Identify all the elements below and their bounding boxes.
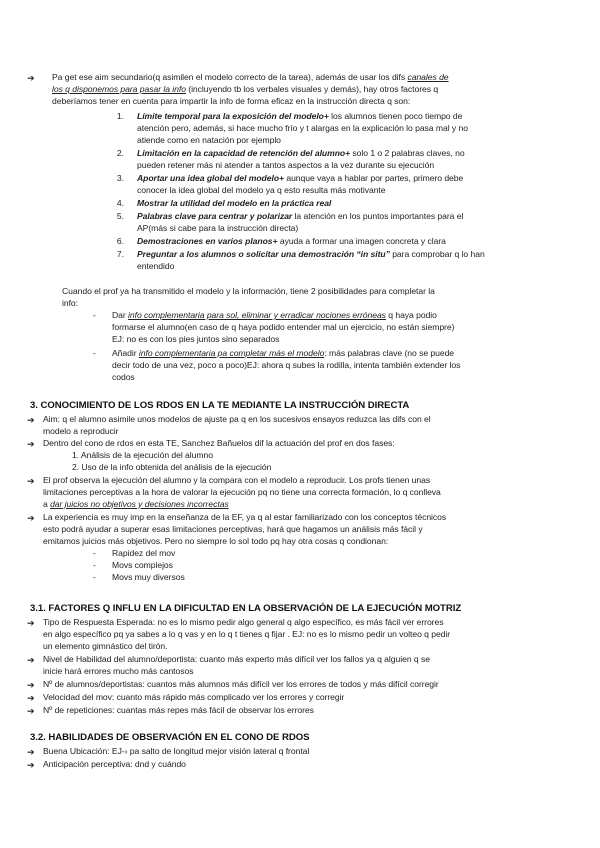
factor-title: Demostraciones en varios planos+ (137, 236, 278, 246)
factor-text: ayuda a formar una imagen concreta y clara (277, 236, 446, 246)
option-example: EJ: no es con los pies juntos sino separados (112, 333, 280, 344)
arrow-bullet-icon: ➔ (27, 439, 35, 449)
complement-option-2 (112, 348, 572, 384)
factor-continuation: pueden retener más ni atender a tantos aspectos a la vez durante su ejecución (137, 159, 435, 170)
s3-line: La experiencia es muy imp en la enseñanza de la EF, ya q al estar familiarizado con los conceptos técnicos (43, 512, 447, 522)
intro-underlined: canales de (407, 72, 449, 82)
s3-line: limitaciones perceptivas a la hora de valorar la ejecución pq no tiene una correcta formación, lo q conlleva (43, 486, 441, 497)
s3-line: modelo a reproducir (43, 425, 119, 436)
option-text: q haya podio (385, 310, 437, 320)
complement-option-1 (112, 310, 572, 346)
s3-line: a (43, 498, 51, 509)
arrow-bullet-icon: ➔ (27, 760, 35, 770)
factor-item (137, 173, 577, 197)
factor-text: aunque vaya a hablar por partes, primero debe (284, 173, 464, 183)
option-text: codos (112, 371, 135, 382)
intro-paragraph (52, 72, 572, 108)
intro-line: deberíamos tener en cuenta para impartir la info de forma eficaz en la instrucción directa q son: (52, 95, 411, 106)
factor-continuation: atención pero, además, si hace mucho frío y t alargas en la explicación lo pasa mal y no (137, 122, 468, 133)
factor-text: solo 1 o 2 palabras claves, no (350, 148, 465, 158)
factor-text: para comprobar q lo han (389, 249, 485, 259)
skill-anticipation: Anticipación perceptiva: dnd y cuándo (43, 759, 186, 769)
complement-paragraph (62, 286, 572, 310)
dash-bullet: - (93, 548, 96, 558)
arrow-bullet-icon: ➔ (27, 415, 35, 425)
factor-item (137, 148, 577, 172)
factor-skill-level (43, 654, 578, 678)
phase-2: 2. Uso de la info obtenida del análisis de la ejecución (72, 462, 272, 472)
factor-continuation: conocer la idea global del modelo ya q esto resulta más motivante (137, 184, 386, 195)
factor-number: 2. (116, 148, 124, 158)
option-text: Dar (112, 310, 129, 320)
section-3-1-heading: 3.1. FACTORES Q INFLU EN LA DIFICULTAD EN LA OBSERVACIÓN DE LA EJECUCIÓN MOTRIZ (30, 603, 462, 614)
option-text: : más palabras clave (no se puede (324, 348, 455, 358)
factor-response-type (43, 617, 578, 653)
s31-line: Tipo de Respuesta Esperada: no es lo mismo pedir algo general q algo específico, es más fácil ver errores (43, 617, 444, 627)
s31-line: un elemento gimnástico del tirón. (43, 640, 168, 651)
s31-line: en algo específico pq ya sabes a lo q vas y en lo q t tienes q fijar . EJ: no es lo mismo pedir un volteo q pedir (43, 628, 451, 639)
intro-line: Pa get ese aim secundario(q asimilen el modelo correcto de la tarea), además de usar los difs (52, 72, 408, 82)
phase-1: 1. Análisis de la ejecución del alumno (72, 450, 213, 460)
s31-line: inicie hará errores mucho más cantosos (43, 665, 194, 676)
arrow-bullet-icon: ➔ (27, 680, 35, 690)
factor-number: 5. (116, 211, 124, 221)
intro-underlined: los q disponemos para pasar la info (52, 83, 186, 94)
arrow-bullet-icon: ➔ (27, 706, 35, 716)
s3-underlined: dar juicios no objetivos y decisiones incorrectas (50, 498, 229, 509)
factor-repetitions: Nº de repeticiones: cuantas más repes más fácil de observar los errores (43, 705, 314, 715)
section-3-heading: 3. CONOCIMIENTO DE LOS RDOS EN LA TE MEDIANTE LA INSTRUCCIÓN DIRECTA (30, 400, 410, 411)
s3-line: emitamos juicios más objetivos. Pero no siempre lo sol todo pq hay otra cosas q condionan: (43, 535, 389, 546)
factor-speed: Velocidad del mov: cuanto más rápido más complicado ver los errores y corregir (43, 692, 345, 702)
factor-number: 4. (116, 198, 124, 208)
factor-title: Limitación en la capacidad de retención del alumno+ (137, 148, 351, 158)
option-text: formarse el alumno(en caso de q haya podido entender mal un ejercicio, no están siempre) (112, 321, 455, 332)
s3-observation (43, 475, 578, 511)
factor-number: 1. (116, 111, 124, 121)
option-underlined: info complementaria pa completar más el modelo (138, 348, 325, 358)
s3-line: Aim: q el alumno asimile unos modelos de ajuste pa q en los sucesivos ensayos reduzca las difs con el (43, 414, 431, 424)
option-text: Añadir (112, 348, 139, 358)
factor-item (137, 198, 577, 210)
factor-text: la atención en los puntos importantes para el (292, 211, 464, 221)
factor-continuation: entendido (137, 260, 175, 271)
s3-phases-intro (43, 438, 573, 450)
skill-location: Buena Ubicación: EJ-› pa salto de longitud mejor visión lateral q frontal (43, 746, 310, 756)
option-underlined: info complementaria para sol, eliminar y erradicar nociones erróneas (128, 310, 386, 320)
condition-item: Movs complejos (112, 560, 173, 570)
s3-line: El prof observa la ejecución del alumno y la compara con el modelo a reproducir. Los profs tienen unas (43, 475, 431, 485)
complement-line: Cuando el prof ya ha transmitido el modelo y la información, tiene 2 posibilidades para completar la (62, 286, 435, 296)
factor-students-count: Nº de alumnos/deportistas: cuantos más alumnos más difícil ver los errores de todos y más difícil corregir (43, 679, 439, 689)
intro-line: (incluyendo tb los verbales visuales y demás), hay otros factores q (185, 83, 439, 94)
arrow-bullet-icon: ➔ (27, 747, 35, 757)
arrow-bullet-icon: ➔ (27, 513, 35, 523)
factor-text: los alumnos tienen poco tiempo de (328, 111, 463, 121)
arrow-bullet-icon: ➔ (27, 73, 35, 83)
s31-line: Nivel de Habilidad del alumno/deportista: cuanto más experto más difícil ver los fallos ya q alguien q se (43, 654, 430, 664)
factor-item (137, 236, 577, 248)
s3-line: Dentro del cono de rdos en esta TE, Sanchez Bañuelos dif la actuación del prof en dos fases: (43, 438, 395, 448)
factor-item (137, 111, 577, 147)
dash-bullet: - (93, 310, 96, 320)
factor-item (137, 211, 577, 235)
factor-title: Aportar una idea global del modelo+ (137, 173, 284, 183)
arrow-bullet-icon: ➔ (27, 693, 35, 703)
arrow-bullet-icon: ➔ (27, 655, 35, 665)
s3-experience (43, 512, 578, 548)
condition-item: Movs muy diversos (112, 572, 185, 582)
factor-title: Mostrar la utilidad del modelo en la práctica real (137, 198, 332, 208)
factor-title: Palabras clave para centrar y polarizar (137, 211, 293, 221)
s3-line: esto podrá ayudar a superar esas limitaciones perceptivas, hará que hagamos un análisis más fácil y (43, 523, 423, 534)
s3-aim (43, 414, 573, 438)
condition-item: Rapidez del mov (112, 548, 176, 558)
dash-bullet: - (93, 572, 96, 582)
factor-number: 6. (116, 236, 124, 246)
arrow-bullet-icon: ➔ (27, 476, 35, 486)
option-text: decir todo de una vez, poco a poco)EJ: ahora q subes la rodilla, intenta también extender los (112, 359, 461, 370)
dash-bullet: - (93, 560, 96, 570)
factor-continuation: AP(más si cabe para la instrucción directa) (137, 222, 299, 233)
factor-title: Límite temporal para la exposición del modelo+ (137, 111, 329, 121)
dash-bullet: - (93, 348, 96, 358)
factor-number: 7. (116, 249, 124, 259)
arrow-bullet-icon: ➔ (27, 618, 35, 628)
section-3-2-heading: 3.2. HABILIDADES DE OBSERVACIÓN EN EL CONO DE RDOS (30, 732, 310, 743)
factor-continuation: atiende como en natación por ejemplo (137, 134, 281, 145)
factor-title: Preguntar a los alumnos o solicitar una demostración “in situ” (137, 249, 390, 259)
factor-number: 3. (116, 173, 124, 183)
factor-item (137, 249, 577, 273)
complement-line: info: (62, 297, 78, 308)
